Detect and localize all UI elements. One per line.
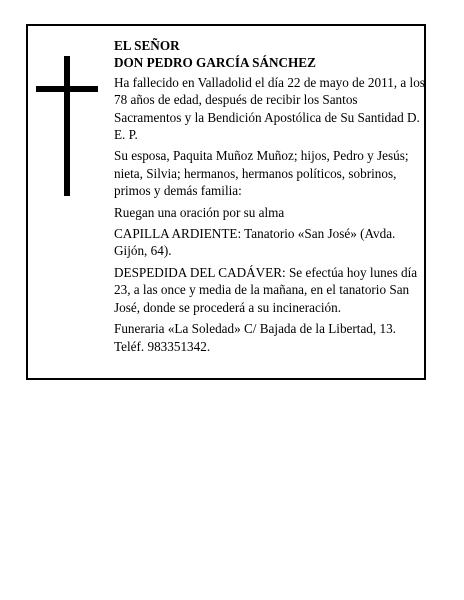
- notice-text: [114, 37, 426, 359]
- cross-icon: [36, 56, 98, 196]
- notice-paragraph-funeral-home: Funeraria «La Soledad» C/ Bajada de la Libertad, 13. Teléf. 983351342.: [114, 321, 396, 354]
- notice-paragraph-chapel: CAPILLA ARDIENTE: Tanatorio «San José» (Avda. Gijón, 64).: [114, 226, 396, 259]
- cross-vertical-bar: [64, 56, 70, 196]
- cross-horizontal-bar: [36, 86, 98, 92]
- notice-paragraph-prayer: Ruegan una oración por su alma: [114, 204, 285, 220]
- notice-paragraph-farewell: DESPEDIDA DEL CADÁVER: Se efectúa hoy lunes día 23, a las once y media de la mañana, en el tanatorio San José, donde se procederá a su incineración.: [114, 264, 418, 315]
- notice-paragraph-family: Su esposa, Paquita Muñoz Muñoz; hijos, Pedro y Jesús; nieta, Silvia; hermanos, hermanos políticos, sobrinos, primos y demás familia:: [114, 148, 409, 199]
- notice-title-line1: EL SEÑOR: [114, 38, 180, 53]
- deceased-name: DON PEDRO GARCÍA SÁNCHEZ: [114, 55, 316, 71]
- notice-paragraph-death: Ha fallecido en Valladolid el día 22 de mayo de 2011, a los 78 años de edad, después de recibir los Santos Sacramentos y la Bendición Apostólica de Su Santidad D. E. P.: [114, 74, 425, 143]
